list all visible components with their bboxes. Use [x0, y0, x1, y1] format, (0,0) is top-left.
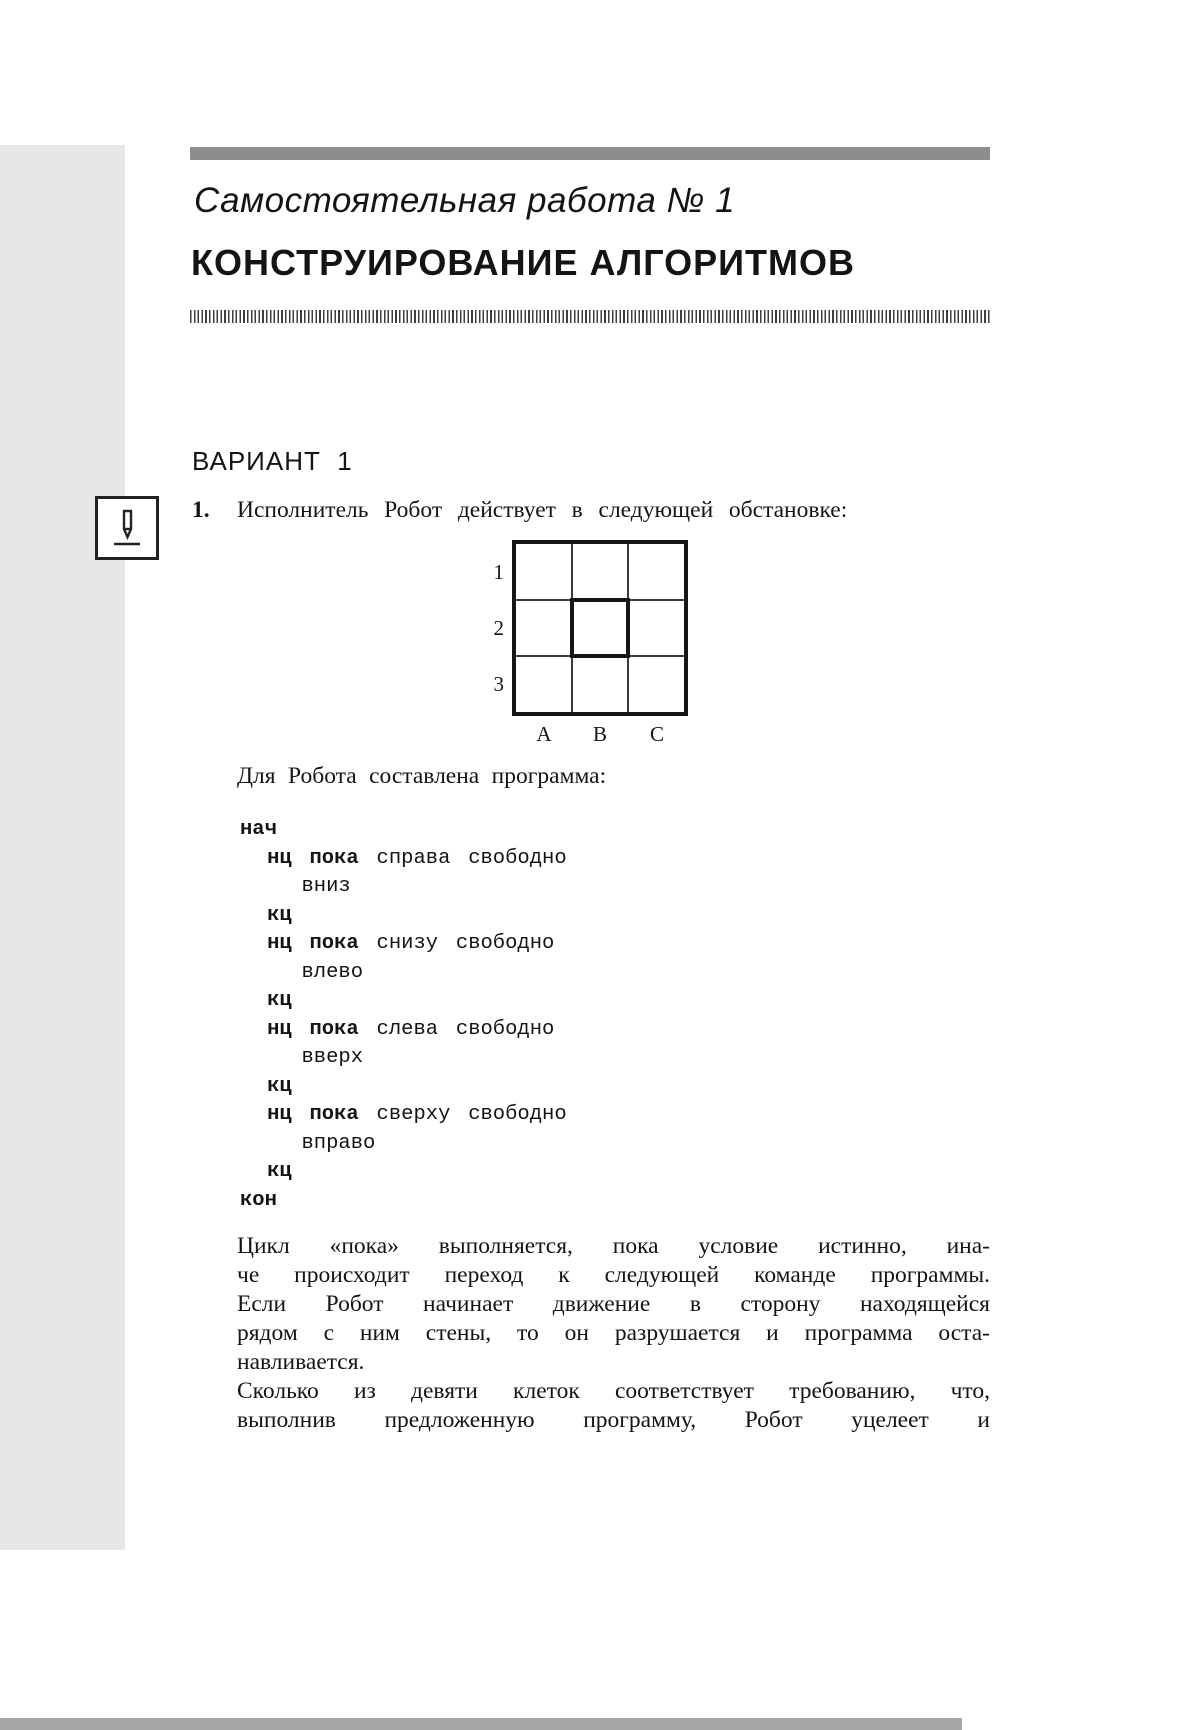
- code-line: [240, 1101, 567, 1130]
- left-margin-strip: [0, 145, 125, 1550]
- row-label-3: 3: [493, 672, 504, 696]
- code-line: [240, 987, 567, 1016]
- paragraph-line: навливается.: [237, 1349, 365, 1375]
- code-line: [240, 1016, 567, 1045]
- code-line: [240, 845, 567, 874]
- code-text: вправо: [301, 1131, 376, 1155]
- code-keyword: кц: [267, 1074, 292, 1098]
- code-keyword: нц пока: [267, 1103, 359, 1126]
- program-intro-text: Для Робота составлена программа:: [237, 763, 607, 789]
- pencil-icon: [105, 506, 149, 550]
- code-text: снизу свободно: [358, 932, 555, 955]
- paragraph-line: Если Робот начинает движение в сторону находящейся: [237, 1291, 990, 1317]
- bottom-page-bar: [0, 1718, 962, 1730]
- code-text: влево: [301, 960, 364, 984]
- page-title: КОНСТРУИРОВАНИЕ АЛГОРИТМОВ: [191, 242, 855, 283]
- task-intro-text: Исполнитель Робот действует в следующей обстановке:: [237, 497, 848, 523]
- code-line: [240, 1044, 567, 1073]
- task-number: 1.: [192, 497, 210, 523]
- code-keyword: кц: [267, 903, 292, 927]
- code-line: [240, 902, 567, 931]
- code-text: вверх: [301, 1046, 364, 1069]
- paragraph-line: че происходит переход к следующей команде программы.: [237, 1262, 990, 1288]
- paragraph-line: Сколько из девяти клеток соответствует требованию, что,: [237, 1378, 990, 1404]
- code-text: слева свободно: [358, 1017, 555, 1041]
- code-line: [240, 959, 567, 988]
- robot-program-listing: [240, 816, 567, 1215]
- col-label-a: A: [536, 722, 552, 746]
- code-keyword: кц: [267, 989, 292, 1012]
- robot-field-figure: [490, 540, 710, 755]
- variant-heading: ВАРИАНТ 1: [192, 446, 353, 476]
- code-line: [240, 1187, 567, 1216]
- question-paragraph: [237, 1377, 990, 1435]
- page-subtitle: Самостоятельная работа № 1: [194, 181, 736, 220]
- row-label-2: 2: [493, 616, 504, 640]
- center-cell-wall: [570, 598, 630, 658]
- code-keyword: нц пока: [267, 1017, 359, 1041]
- striped-rule: [190, 310, 990, 323]
- pencil-note-icon: [95, 496, 159, 560]
- robot-field-grid: [512, 540, 688, 716]
- paragraph-line: выполнив предложенную программу, Робот уцелеет и: [237, 1407, 990, 1433]
- paragraph-line: рядом с ним стены, то он разрушается и программа оста-: [237, 1320, 990, 1346]
- code-line: [240, 1073, 567, 1102]
- code-line: [240, 816, 567, 845]
- row-label-1: 1: [493, 560, 504, 584]
- explanation-paragraph: [237, 1232, 990, 1377]
- paragraph-line: Цикл «пока» выполняется, пока условие истинно, ина-: [237, 1233, 990, 1259]
- code-keyword: кон: [240, 1188, 277, 1212]
- task-1-line: [192, 496, 990, 525]
- col-label-b: B: [592, 722, 607, 746]
- code-keyword: нц пока: [267, 846, 359, 870]
- code-line: [240, 1158, 567, 1187]
- code-text: сверху свободно: [358, 1103, 567, 1126]
- code-keyword: нц пока: [267, 932, 359, 955]
- code-text: справа свободно: [358, 846, 567, 870]
- code-keyword: кц: [267, 1160, 292, 1183]
- top-rule-bar: [190, 147, 990, 160]
- code-line: [240, 1130, 567, 1159]
- code-line: [240, 873, 567, 902]
- col-label-c: C: [649, 722, 664, 746]
- code-keyword: нач: [240, 818, 277, 841]
- code-text: вниз: [301, 875, 351, 898]
- code-line: [240, 930, 567, 959]
